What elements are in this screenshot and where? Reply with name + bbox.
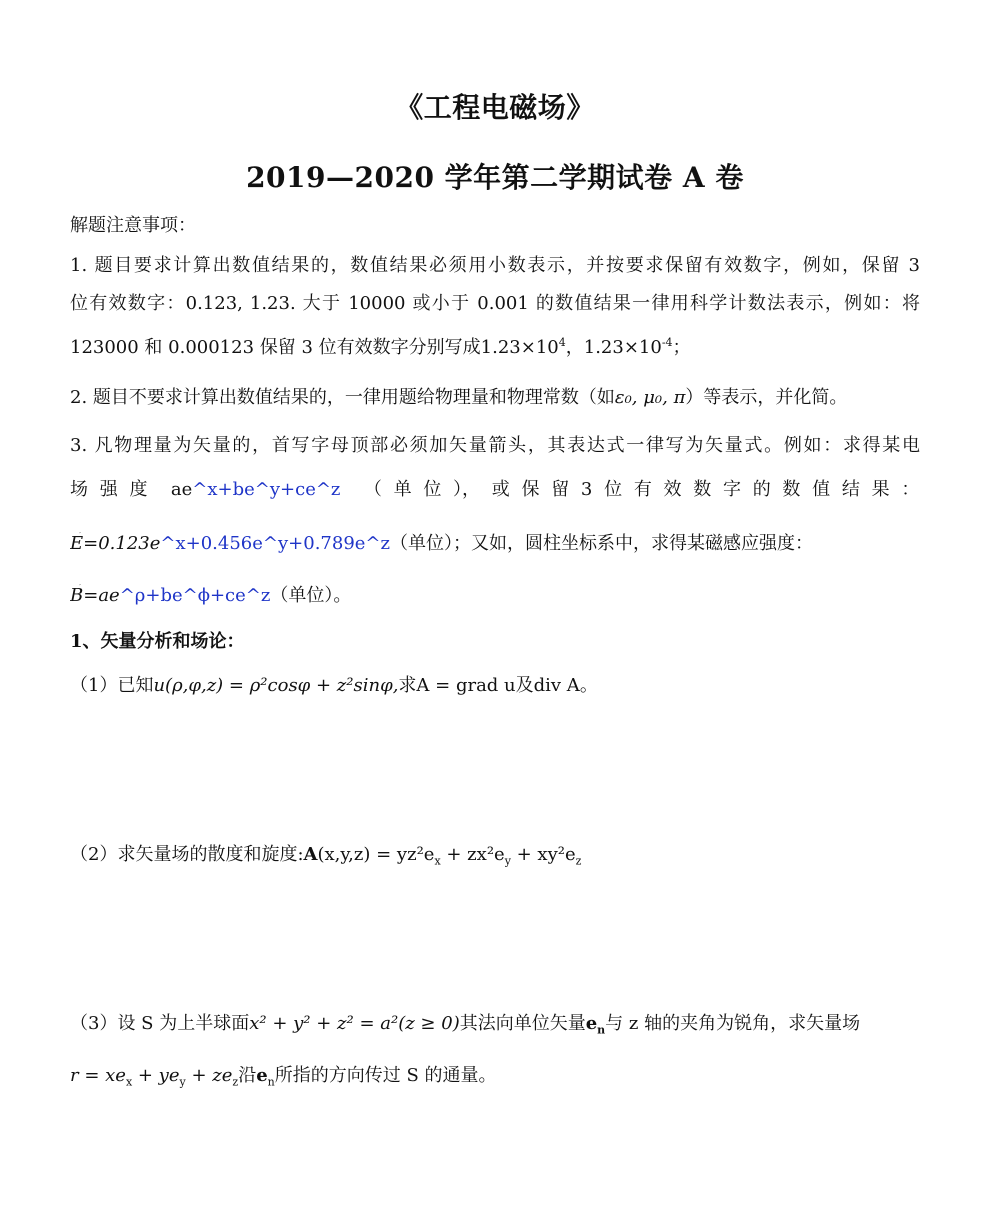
q3-z-term: + ze	[185, 1065, 233, 1086]
question-1	[70, 674, 920, 698]
sci-notation-1	[481, 337, 566, 358]
note3-line-d	[70, 584, 920, 608]
b-equation: =ae	[83, 585, 120, 606]
q3-r-expr: r = xe	[70, 1065, 126, 1086]
example-expression-1: ^x+be^y+ce^z	[192, 479, 341, 500]
question-2	[70, 843, 920, 867]
q3-sub-x: x	[125, 1075, 133, 1088]
note3-line-a: 3. 凡物理量为矢量的，首写字母顶部必须加矢量箭头，其表达式一律写为矢量式。例如：求得某电	[70, 435, 920, 456]
sci2-mantissa: 1.23×10	[583, 337, 662, 358]
question-3-line-a	[70, 1012, 920, 1036]
q2-label: （2）求矢量场的散度和旋度:	[70, 844, 304, 865]
q1-expression: u(ρ,φ,z) = ρ²cosφ + z²sinφ,	[153, 675, 399, 696]
note3-line-b	[70, 478, 920, 502]
q3-line-a-suffix: 与 z 轴的夹角为锐角，求矢量场	[605, 1013, 861, 1034]
q3-unit-normal: e	[585, 1013, 598, 1034]
q1-end: 。	[579, 675, 598, 696]
note3-line-c-suffix: （单位）；又如，圆柱坐标系中，求得某磁感应强度：	[390, 533, 813, 554]
q2-expr-1: (x,y,z) = yz²e	[317, 844, 435, 865]
section1-heading: 1、矢量分析和场论：	[70, 631, 245, 652]
q3-unit-normal-2: e	[256, 1065, 268, 1086]
example-expression-3: ^ρ+be^ϕ+ce^z	[119, 585, 271, 606]
q3-sub-z: z	[232, 1075, 239, 1088]
e-equation: =0.123e	[83, 533, 161, 554]
note1-line-b: 位有效数字：0.123, 1.23. 大于 10000 或小于 0.001 的数值结果一律用科学计数法表示，例如：将	[70, 293, 920, 314]
q3-unit-normal-2-sub: n	[267, 1075, 275, 1088]
q3-along: 沿	[238, 1065, 257, 1086]
note3-line-c	[70, 532, 920, 556]
sci1-mantissa: 1.23×10	[480, 337, 559, 358]
q3-line-b-suffix: 所指的方向传过 S 的通量。	[274, 1065, 497, 1086]
sci1-exponent: 4	[558, 336, 566, 349]
q2-expr-3: + xy²e	[510, 844, 576, 865]
question-3-line-b	[70, 1064, 920, 1088]
sci-notation-2	[584, 337, 673, 358]
q3-mid: 其法向单位矢量	[459, 1013, 586, 1034]
vector-B-symbol: → B	[70, 584, 83, 608]
q1-label: （1）已知	[70, 675, 154, 696]
q1-task: 求A = grad u及div A	[398, 675, 580, 696]
course-title: 《工程电磁场》	[395, 91, 595, 124]
note1-line-a: 1. 题目要求计算出数值结果的，数值结果必须用小数表示，并按要求保留有效数字，例如，保留 3	[70, 255, 920, 276]
sci-separator: ，	[565, 337, 584, 358]
q2-expr-2: + zx²e	[440, 844, 505, 865]
note3-line-b-suffix: （ 单 位 ）， 或 保 留 3 位 有 效 数 字 的 数 值 结 果 ：	[363, 479, 920, 500]
note1-line-c	[70, 336, 920, 360]
example-expression-2: ^x+0.456e^y+0.789e^z	[160, 533, 390, 554]
field-strength-label: 场 强 度	[70, 479, 148, 500]
q2-sub-y: y	[504, 854, 511, 867]
note3-line-d-suffix: （单位）。	[270, 585, 352, 606]
q3-sphere-equation: x² + y² + z² = a²(z ≥ 0)	[249, 1013, 460, 1034]
q2-vector-A: A	[303, 844, 318, 865]
physical-constants: ε₀, μ₀, π	[614, 387, 686, 408]
notes-heading: 解题注意事项：	[70, 215, 196, 236]
note1-end: ；	[672, 337, 691, 358]
example-a: ae	[170, 479, 193, 500]
sci2-exponent: -4	[661, 336, 673, 349]
note1-line-c-text: 123000 和 0.000123 保留 3 位有效数字分别写成	[70, 337, 481, 358]
q3-label: （3）设 S 为上半球面	[70, 1013, 250, 1034]
q3-unit-normal-sub: n	[597, 1023, 606, 1036]
note2-prefix: 2. 题目不要求计算出数值结果的，一律用题给物理量和物理常数（如	[70, 387, 615, 408]
q2-sub-z: z	[575, 854, 582, 867]
vector-E-symbol: → E	[70, 532, 83, 556]
q2-sub-x: x	[434, 854, 441, 867]
note2-line	[70, 386, 920, 410]
q3-sub-y: y	[179, 1075, 186, 1088]
exam-title: 2019—2020 学年第二学期试卷 A 卷	[246, 161, 744, 194]
note2-suffix: ）等表示，并化简。	[685, 387, 848, 408]
q3-y-term: + ye	[132, 1065, 180, 1086]
